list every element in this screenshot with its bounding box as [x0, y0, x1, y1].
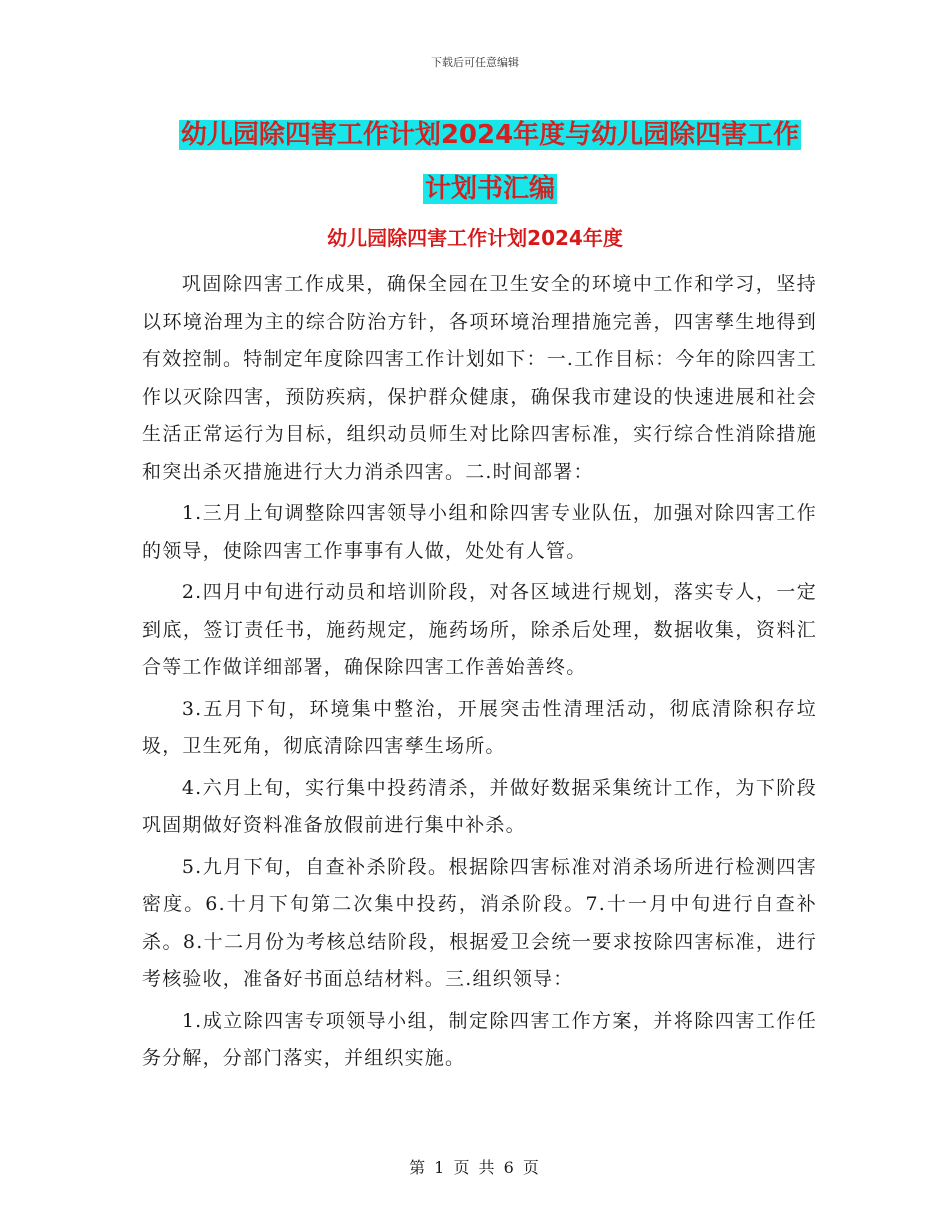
document-title-line-1: 幼儿园除四害工作计划2024年度与幼儿园除四害工作: [180, 120, 800, 150]
document-title: [140, 108, 840, 216]
paragraph: 2.四月中旬进行动员和培训阶段，对各区域进行规划，落实专人，一定到底，签订责任书，施药规定，施药场所，除杀后处理，数据收集，资料汇合等工作做详细部署，确保除四害工作善始善终。: [142, 581, 817, 678]
paragraph: 4.六月上旬，实行集中投药清杀，并做好数据采集统计工作，为下阶段巩固期做好资料准备放假前进行集中补杀。: [142, 776, 817, 836]
document-body: [142, 266, 817, 1078]
paragraph: 5.九月下旬，自查补杀阶段。根据除四害标准对消杀场所进行检测四害密度。6.十月下旬第二次集中投药，消杀阶段。7.十一月中旬进行自查补杀。8.十二月份为考核总结阶段，根据爱卫会统一要求按除四害标准，进行考核验收，准备好书面总结材料。三.组织领导：: [142, 855, 817, 990]
section-title: 幼儿园除四害工作计划2024年度: [327, 226, 623, 250]
header-note: 下载后可任意编辑: [431, 56, 519, 69]
page-footer: 第 1 页 共 6 页: [409, 1158, 541, 1177]
paragraph: 1.三月上旬调整除四害领导小组和除四害专业队伍，加强对除四害工作的领导，使除四害工作事事有人做，处处有人管。: [142, 502, 817, 562]
paragraph: 1.成立除四害专项领导小组，制定除四害工作方案，并将除四害工作任务分解，分部门落实，并组织实施。: [142, 1009, 817, 1069]
paragraph: 巩固除四害工作成果，确保全园在卫生安全的环境中工作和学习，坚持以环境治理为主的综合防治方针，各项环境治理措施完善，四害孳生地得到有效控制。特制定年度除四害工作计划如下：一.工作目标：今年的除四害工作以灭除四害，预防疾病，保护群众健康，确保我市建设的快速进展和社会生活正常运行为目标，组织动员师生对比除四害标准，实行综合性消除措施和突出杀灭措施进行大力消杀四害。二.时间部署：: [142, 273, 817, 483]
paragraph: 3.五月下旬，环境集中整治，开展突击性清理活动，彻底清除积存垃圾，卫生死角，彻底清除四害孳生场所。: [142, 697, 817, 757]
document-title-line-2: 计划书汇编: [424, 174, 555, 204]
